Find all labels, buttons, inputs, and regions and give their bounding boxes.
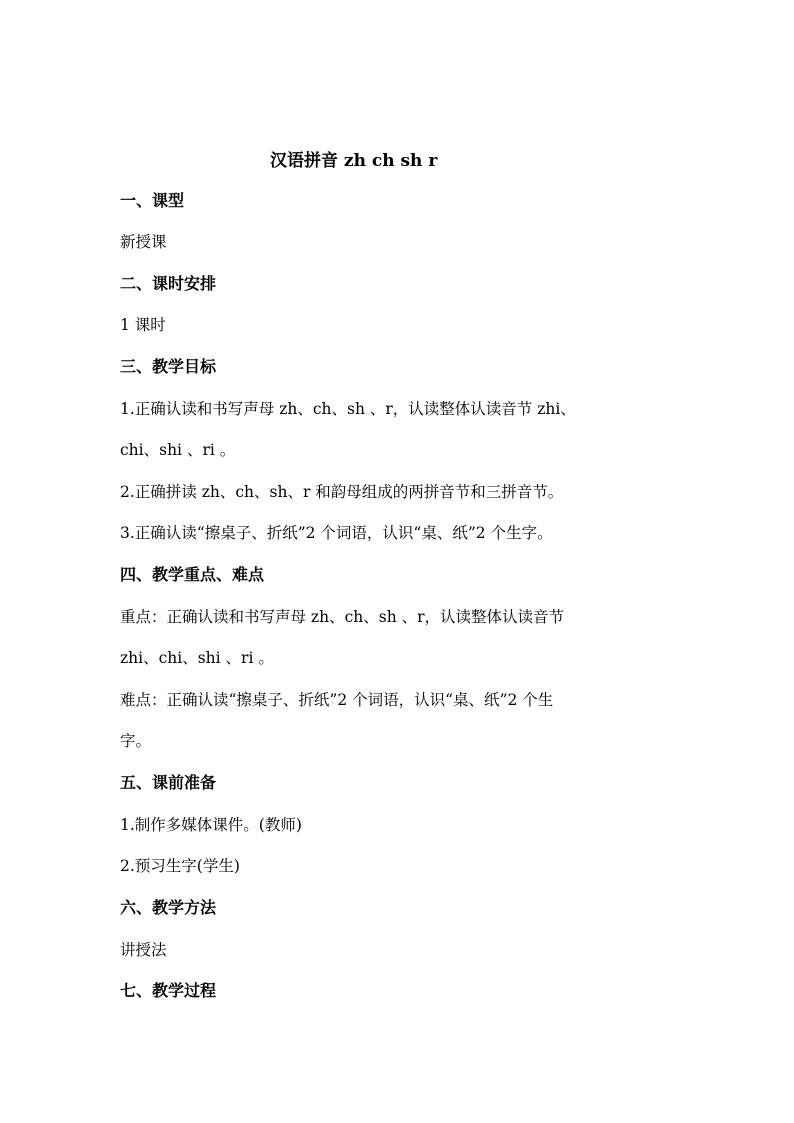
preparation-line-1: 1.制作多媒体课件。(教师)	[120, 816, 302, 834]
section-heading-methods: 六、教学方法	[120, 898, 217, 917]
objective-line-2: chi、shi 、ri 。	[120, 441, 236, 459]
section-heading-key-points: 四、教学重点、难点	[120, 565, 265, 584]
document-title: 汉语拼音 zh ch sh r	[270, 151, 438, 171]
section-heading-schedule: 二、课时安排	[120, 274, 217, 293]
section-heading-preparation: 五、课前准备	[120, 773, 217, 792]
preparation-line-2: 2.预习生字(学生)	[120, 857, 240, 875]
section-text-lesson-type: 新授课	[120, 233, 167, 251]
key-point-line-1: 重点：正确认读和书写声母 zh、ch、sh 、r，认读整体认读音节	[120, 608, 565, 626]
objective-line-4: 3.正确认读“擦桌子、折纸”2 个词语，认识“桌、纸”2 个生字。	[120, 524, 553, 542]
section-text-methods: 讲授法	[120, 941, 167, 959]
section-heading-lesson-type: 一、课型	[120, 191, 185, 210]
objective-line-1: 1.正确认读和书写声母 zh、ch、sh 、r，认读整体认读音节 zhi、	[120, 400, 576, 418]
key-point-line-2: zhi、chi、shi 、ri 。	[120, 649, 274, 667]
objective-line-3: 2.正确拼读 zh、ch、sh、r 和韵母组成的两拼音节和三拼音节。	[120, 483, 564, 501]
section-heading-objectives: 三、教学目标	[120, 357, 217, 376]
difficulty-line-2: 字。	[120, 732, 152, 750]
difficulty-line-1: 难点：正确认读“擦桌子、折纸”2 个词语，认识“桌、纸”2 个生	[120, 691, 554, 709]
section-text-schedule: 1 课时	[120, 316, 166, 334]
section-heading-process: 七、教学过程	[120, 981, 217, 1000]
